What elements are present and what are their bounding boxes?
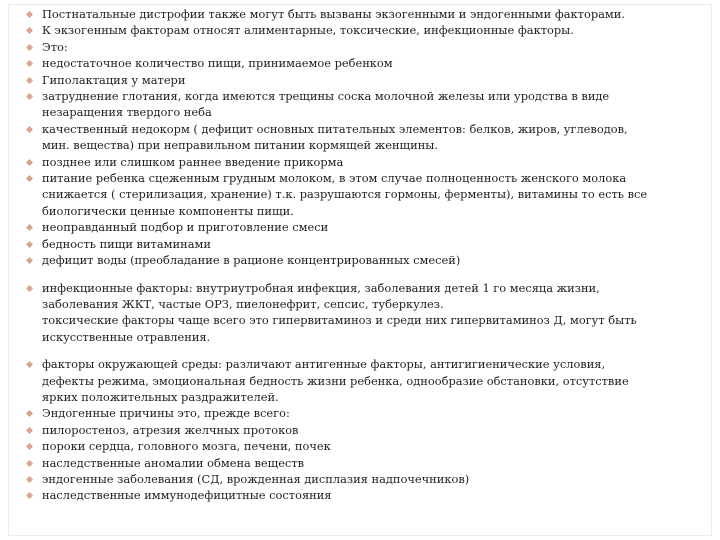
bullet-list-block-3 [26, 356, 698, 504]
list-item [26, 39, 698, 55]
diamond-bullet-icon [26, 11, 33, 18]
list-item-text: пороки сердца, головного мозга, печени, почек [42, 439, 331, 454]
diamond-bullet-icon [26, 126, 33, 133]
list-item-text: Постнатальные дистрофии также могут быть вызваны экзогенными и эндогенными факторами. [42, 7, 625, 21]
diamond-bullet-icon [26, 492, 33, 499]
list-item [26, 219, 698, 235]
list-item [26, 88, 698, 121]
list-item [26, 154, 698, 170]
diamond-bullet-icon [26, 44, 33, 51]
diamond-bullet-icon [26, 175, 33, 182]
list-item [26, 236, 698, 252]
list-item [26, 438, 698, 454]
diamond-bullet-icon [26, 27, 33, 34]
list-item [26, 455, 698, 471]
diamond-bullet-icon [26, 159, 33, 166]
bullet-content [26, 6, 698, 504]
list-item-text: дефицит воды (преобладание в рационе концентрированных смесей) [42, 253, 461, 268]
list-item-text: позднее или слишком раннее введение прикорма [42, 154, 344, 169]
diamond-bullet-icon [26, 361, 33, 368]
diamond-bullet-icon [26, 443, 33, 450]
list-item-text: наследственные аномалии обмена веществ [42, 455, 305, 470]
diamond-bullet-icon [26, 224, 33, 231]
list-item-text: Это: [42, 39, 68, 54]
list-item [26, 471, 698, 487]
list-item-text: пилоростеноз, атрезия желчных протоков [42, 422, 299, 437]
diamond-bullet-icon [26, 460, 33, 467]
list-item-text: Гиполактация у матери [42, 72, 186, 87]
list-item-text: наследственные иммунодефицитные состояния [42, 488, 332, 503]
diamond-bullet-icon [26, 410, 33, 417]
list-item-text: инфекционные факторы: внутриутробная инфекция, заболевания детей 1 го месяца жизни, заболевания ЖКТ, частые ОРЗ, пиелонефрит, сепсис, туберкулез. токсические факторы чаще всего это гипервитаминоз и среди них гипервитаминоз Д, могут быть искусственные отравления. [42, 280, 637, 344]
diamond-bullet-icon [26, 241, 33, 248]
diamond-bullet-icon [26, 77, 33, 84]
bullet-list-block-1 [26, 6, 698, 269]
list-item [26, 252, 698, 268]
list-item-text: бедность пищи витаминами [42, 236, 211, 251]
list-item-text: недостаточное количество пищи, принимаемое ребенком [42, 56, 393, 71]
diamond-bullet-icon [26, 427, 33, 434]
list-item [26, 55, 698, 71]
list-item-text: факторы окружающей среды: различают антигенные факторы, антигигиенические условия, дефекты режима, эмоциональная бедность жизни ребенка, однообразие обстановки, отсутствие ярких положительных раздражителей. [42, 357, 629, 404]
list-item [26, 422, 698, 438]
diamond-bullet-icon [26, 93, 33, 100]
list-item-text: Эндогенные причины это, прежде всего: [42, 406, 290, 421]
list-item [26, 405, 698, 421]
list-item-text: неоправданный подбор и приготовление смеси [42, 220, 329, 235]
diamond-bullet-icon [26, 257, 33, 264]
diamond-bullet-icon [26, 476, 33, 483]
list-item-text: эндогенные заболевания (СД, врожденная дисплазия надпочечников) [42, 471, 470, 486]
list-item-text: затруднение глотания, когда имеются трещины соска молочной железы или уродства в виде незаращения твердого неба [42, 89, 610, 120]
list-item [26, 72, 698, 88]
list-item [26, 280, 698, 346]
list-item [26, 121, 698, 154]
list-item [26, 487, 698, 503]
bullet-list-block-2 [26, 280, 698, 346]
list-item [26, 170, 698, 219]
list-item-text: качественный недокорм ( дефицит основных питательных элементов: белков, жиров, углеводов, мин. вещества) при неправильном питании кормящей женщины. [42, 121, 628, 153]
list-item-text: питание ребенка сцеженным грудным молоком, в этом случае полноценность женского молока снижается ( стерилизация, хранение) т.к. разрушаются гормоны, ферменты), витамины то есть все биологически ценные компоненты пищи. [42, 171, 648, 218]
list-item [26, 356, 698, 405]
diamond-bullet-icon [26, 285, 33, 292]
list-item [26, 6, 698, 22]
diamond-bullet-icon [26, 60, 33, 67]
list-item [26, 22, 698, 38]
list-item-text: К экзогенным факторам относят алиментарные, токсические, инфекционные факторы. [42, 23, 574, 38]
